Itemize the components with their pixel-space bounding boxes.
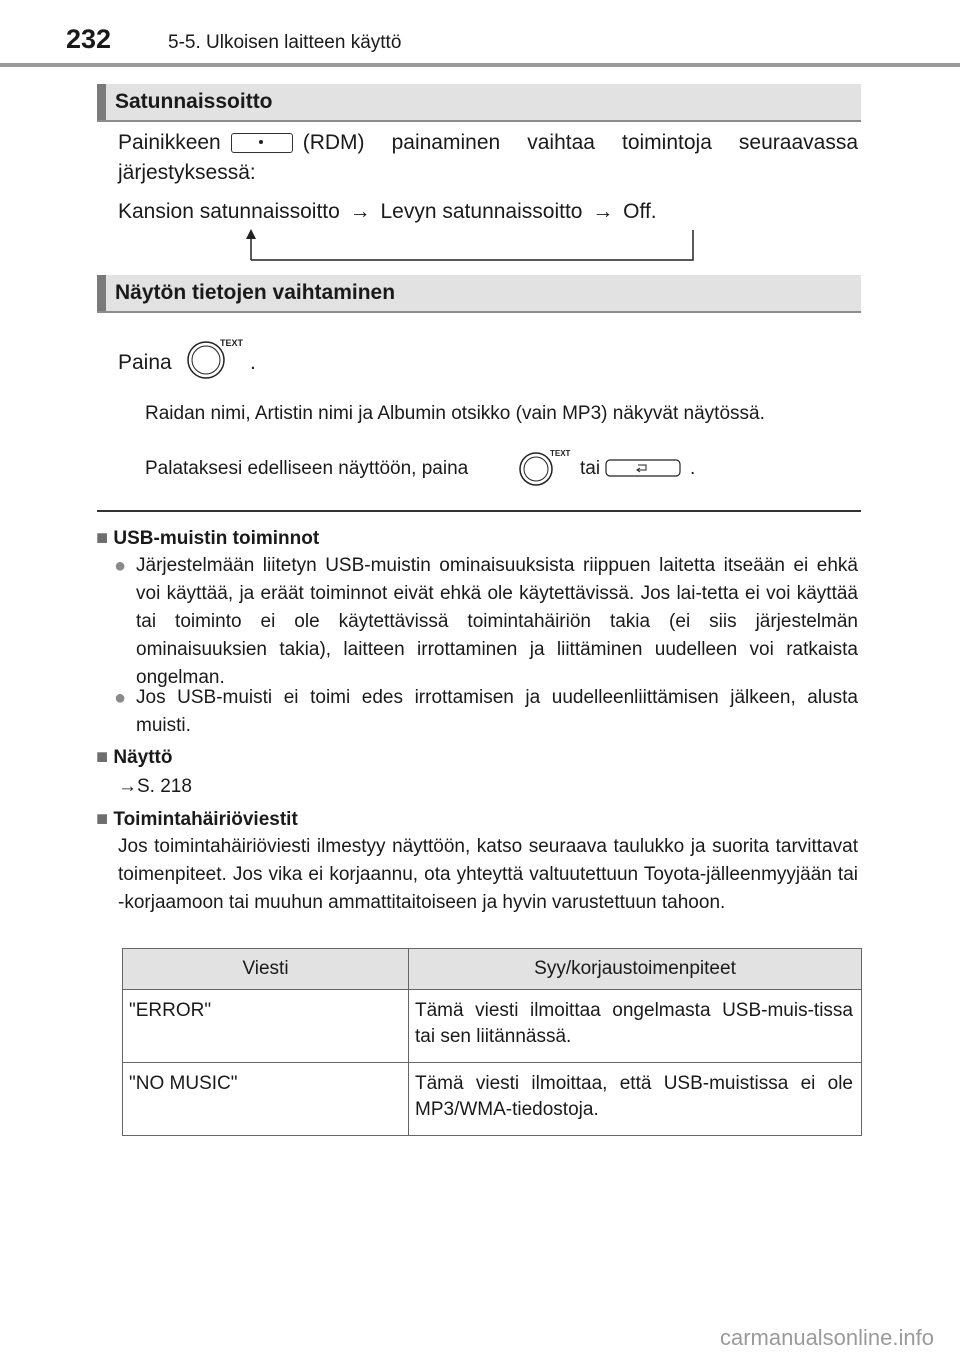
- table-header: Viesti: [123, 949, 409, 990]
- page-number: 232: [66, 24, 112, 54]
- info-text-2a: Palataksesi edelliseen näyttöön, paina: [145, 458, 469, 479]
- section-header-display: [97, 275, 861, 313]
- arrow-icon: →: [349, 200, 371, 223]
- header-rule: [0, 63, 960, 67]
- seq-off: Off.: [623, 200, 657, 223]
- info-text-1: Raidan nimi, Artistin nimi ja Albumin otsikko (vain MP3) näkyvät näytössä.: [145, 403, 765, 424]
- section-marker: [97, 84, 106, 120]
- errors-paragraph: Jos toimintahäiriöviesti ilmestyy näyttöön, katso seuraava taulukko ja suorita tarvittavat toimenpiteet. Jos vika ei korjaannu, ota yhteyttä valtuutettuun Toyota-jälleenmyyjään tai -korjaamoon tai muuhun ammattitaitoiseen ja hyvin varustettuun tahoon.: [118, 836, 858, 913]
- seq-folder: Kansion satunnaissoitto: [118, 200, 340, 223]
- shuffle-paragraph: [118, 128, 858, 188]
- section-title: Näytön tietojen vaihtaminen: [115, 281, 396, 304]
- bullet-dot-icon: ●: [114, 555, 127, 577]
- knob-label: TEXT: [220, 338, 244, 348]
- chapter-title: 5-5. Ulkoisen laitteen käyttö: [168, 32, 402, 53]
- text-knob-icon: [186, 336, 248, 382]
- para-middle: (RDM) painaminen vaihtaa toimintoja seuraavassa: [302, 131, 858, 154]
- arrow-icon: →: [592, 200, 614, 223]
- press-label: Paina: [118, 351, 172, 374]
- knob-label: TEXT: [550, 449, 571, 458]
- square-bullet-icon: ■: [96, 527, 109, 549]
- usb-bullet-1: Järjestelmään liitetyn USB-muistin ominaisuuksista riippuen laitetta itseään ei ehkä voi käyttää, ja eräät toiminnot eivät ehkä ole käytettävissä. Jos lai-tetta ei voi käyttää tai toiminto ei ole käytettävissä toimintahäiriön takia (ei siis järjestelmän ominaisuuksien takia), laitteen irrottaminen ja liittäminen uudelleen voi ratkaista ongelman.: [136, 555, 858, 688]
- para-end: järjestyksessä:: [118, 161, 256, 184]
- info-text-2c: .: [690, 458, 696, 479]
- info-text-2b: tai: [580, 458, 601, 479]
- back-button-icon: [604, 456, 684, 480]
- display-heading: ■ Näyttö: [96, 746, 173, 768]
- section-title: Satunnaissoitto: [115, 90, 273, 113]
- section-marker: [97, 275, 106, 311]
- usb-heading: ■ USB-muistin toiminnot: [96, 527, 320, 549]
- text-knob-icon: [518, 446, 578, 490]
- rdm-button-icon: [231, 133, 293, 153]
- table-row: [123, 990, 862, 1063]
- bullet-dot-icon: ●: [114, 687, 127, 709]
- divider: [97, 510, 861, 512]
- para-start: Painikkeen: [118, 131, 221, 154]
- table-header: Syy/korjaustoimenpiteet: [409, 949, 862, 990]
- watermark: carmanualsonline.info: [719, 1325, 934, 1350]
- table-row: [123, 1063, 862, 1136]
- square-bullet-icon: ■: [96, 746, 109, 768]
- square-bullet-icon: ■: [96, 808, 109, 830]
- table-cell: "NO MUSIC": [123, 1063, 409, 1136]
- section-header-shuffle: [97, 84, 861, 122]
- loop-arrow-icon: [240, 226, 700, 266]
- seq-disc: Levyn satunnaissoitto: [380, 200, 583, 223]
- table-header-row: [123, 949, 862, 990]
- table-cell: "ERROR": [123, 990, 409, 1063]
- table-cell: Tämä viesti ilmoittaa, että USB-muistissa ei ole MP3/WMA-tiedostoja.: [409, 1063, 862, 1136]
- message-table: [122, 948, 862, 1136]
- table-cell: Tämä viesti ilmoittaa ongelmasta USB-muis-tissa tai sen liitännässä.: [409, 990, 862, 1063]
- usb-bullet-2: Jos USB-muisti ei toimi edes irrottamisen ja uudelleenliittämisen jälkeen, alusta muisti.: [136, 687, 858, 736]
- errors-heading: ■ Toimintahäiriöviestit: [96, 808, 298, 830]
- display-reference: →S. 218: [118, 776, 192, 797]
- press-end: .: [250, 351, 256, 374]
- shuffle-sequence: [118, 197, 657, 227]
